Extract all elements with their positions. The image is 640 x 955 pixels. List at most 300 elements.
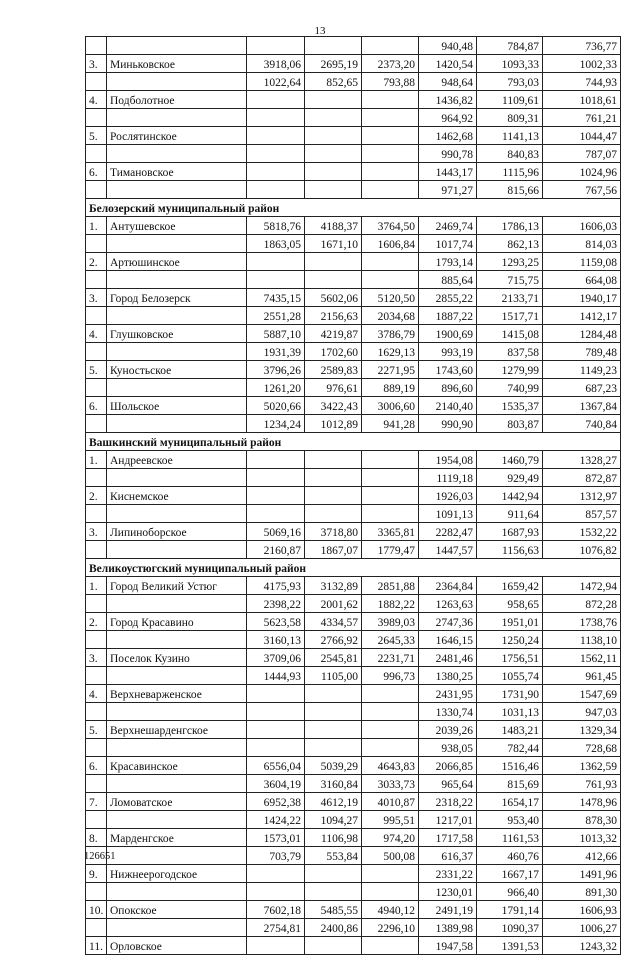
value-cell: 1786,13	[477, 217, 543, 235]
value-cell: 958,65	[477, 595, 543, 613]
value-cell	[247, 937, 305, 955]
value-cell	[362, 703, 419, 721]
value-cell: 1629,13	[362, 343, 419, 361]
value-cell: 5039,29	[305, 757, 362, 775]
row-number: 3.	[86, 523, 107, 541]
value-cell: 1279,99	[477, 361, 543, 379]
value-cell: 2851,88	[362, 577, 419, 595]
value-cell	[362, 865, 419, 883]
value-cell	[247, 865, 305, 883]
value-cell: 1022,64	[247, 73, 305, 91]
value-cell: 966,40	[477, 883, 543, 901]
value-cell: 1012,89	[305, 415, 362, 433]
value-cell: 728,68	[543, 739, 621, 757]
table-row	[86, 631, 621, 649]
value-cell: 6556,04	[247, 757, 305, 775]
value-cell: 2160,87	[247, 541, 305, 559]
settlement-name: Город Белозерск	[107, 289, 247, 307]
value-cell	[305, 181, 362, 199]
row-number: 7.	[86, 793, 107, 811]
table-row	[86, 793, 621, 811]
value-cell: 1149,23	[543, 361, 621, 379]
value-cell: 1330,74	[419, 703, 477, 721]
row-number: 10.	[86, 901, 107, 919]
table-row	[86, 811, 621, 829]
value-cell: 553,84	[305, 847, 362, 865]
value-cell	[305, 469, 362, 487]
row-number: 9.	[86, 865, 107, 883]
settlement-name: Киснемское	[107, 487, 247, 505]
value-cell: 1954,08	[419, 451, 477, 469]
value-cell: 1659,42	[477, 577, 543, 595]
value-cell: 787,07	[543, 145, 621, 163]
value-cell: 3786,79	[362, 325, 419, 343]
settlement-name	[107, 667, 247, 685]
document-code: 126651	[84, 851, 116, 862]
settlement-name: Город Красавино	[107, 613, 247, 631]
settlement-name	[107, 235, 247, 253]
value-cell: 815,66	[477, 181, 543, 199]
value-cell: 878,30	[543, 811, 621, 829]
value-cell: 2545,81	[305, 649, 362, 667]
value-cell: 1731,90	[477, 685, 543, 703]
value-cell: 815,69	[477, 775, 543, 793]
value-cell: 974,20	[362, 829, 419, 847]
value-cell	[305, 865, 362, 883]
row-number	[86, 595, 107, 613]
value-cell	[247, 451, 305, 469]
table-row	[86, 901, 621, 919]
value-cell: 2481,46	[419, 649, 477, 667]
value-cell	[362, 487, 419, 505]
row-number: 1.	[86, 217, 107, 235]
value-cell: 2695,19	[305, 55, 362, 73]
value-cell	[362, 739, 419, 757]
table-row	[86, 667, 621, 685]
value-cell: 1367,84	[543, 397, 621, 415]
value-cell: 1738,76	[543, 613, 621, 631]
settlement-name: Артюшинское	[107, 253, 247, 271]
district-header-row	[86, 559, 621, 577]
table-row	[86, 415, 621, 433]
value-cell: 5602,06	[305, 289, 362, 307]
row-number: 3.	[86, 55, 107, 73]
settlement-name	[107, 343, 247, 361]
table-row	[86, 613, 621, 631]
value-cell: 1867,07	[305, 541, 362, 559]
value-cell: 2431,95	[419, 685, 477, 703]
value-cell: 3989,03	[362, 613, 419, 631]
value-cell: 1389,98	[419, 919, 477, 937]
value-cell: 1606,03	[543, 217, 621, 235]
value-cell: 4175,93	[247, 577, 305, 595]
value-cell	[247, 163, 305, 181]
table-row	[86, 757, 621, 775]
value-cell: 814,03	[543, 235, 621, 253]
value-cell: 784,87	[477, 37, 543, 55]
row-number: 6.	[86, 163, 107, 181]
settlement-name	[107, 145, 247, 163]
value-cell: 1018,61	[543, 91, 621, 109]
value-cell: 1436,82	[419, 91, 477, 109]
value-cell: 2747,36	[419, 613, 477, 631]
value-cell: 3160,84	[305, 775, 362, 793]
value-cell	[247, 91, 305, 109]
value-cell	[247, 739, 305, 757]
table-row	[86, 937, 621, 955]
value-cell	[305, 937, 362, 955]
row-number	[86, 235, 107, 253]
value-cell: 1460,79	[477, 451, 543, 469]
value-cell: 664,08	[543, 271, 621, 289]
value-cell	[305, 271, 362, 289]
settlement-name: Подболотное	[107, 91, 247, 109]
settlement-name: Ломоватское	[107, 793, 247, 811]
value-cell: 2039,26	[419, 721, 477, 739]
value-cell	[305, 91, 362, 109]
value-cell: 1442,94	[477, 487, 543, 505]
row-number	[86, 811, 107, 829]
settlement-name	[107, 775, 247, 793]
value-cell	[362, 721, 419, 739]
settlement-name	[107, 307, 247, 325]
settlement-name: Глушковское	[107, 325, 247, 343]
value-cell: 4940,12	[362, 901, 419, 919]
settlement-name	[107, 739, 247, 757]
row-number	[86, 73, 107, 91]
table-row	[86, 865, 621, 883]
row-number	[86, 307, 107, 325]
value-cell: 990,78	[419, 145, 477, 163]
value-cell: 3365,81	[362, 523, 419, 541]
value-cell: 885,64	[419, 271, 477, 289]
value-cell: 1138,10	[543, 631, 621, 649]
value-cell: 1667,17	[477, 865, 543, 883]
value-cell: 809,31	[477, 109, 543, 127]
value-cell: 715,75	[477, 271, 543, 289]
value-cell: 5623,58	[247, 613, 305, 631]
table-row	[86, 523, 621, 541]
value-cell: 1702,60	[305, 343, 362, 361]
value-cell: 1535,37	[477, 397, 543, 415]
value-cell	[362, 937, 419, 955]
value-cell: 2156,63	[305, 307, 362, 325]
value-cell: 1926,03	[419, 487, 477, 505]
value-cell: 990,90	[419, 415, 477, 433]
value-cell: 5020,66	[247, 397, 305, 415]
value-cell	[247, 271, 305, 289]
table-row	[86, 505, 621, 523]
value-cell: 2469,74	[419, 217, 477, 235]
settlement-name	[107, 631, 247, 649]
value-cell: 1261,20	[247, 379, 305, 397]
value-cell	[362, 883, 419, 901]
value-cell: 1863,05	[247, 235, 305, 253]
value-cell: 1447,57	[419, 541, 477, 559]
value-cell: 1119,18	[419, 469, 477, 487]
table-row	[86, 379, 621, 397]
value-cell: 1115,96	[477, 163, 543, 181]
settlement-name: Верхневарженское	[107, 685, 247, 703]
table-row	[86, 451, 621, 469]
value-cell	[305, 451, 362, 469]
settlement-name: Куностьское	[107, 361, 247, 379]
table-row	[86, 919, 621, 937]
value-cell: 1093,33	[477, 55, 543, 73]
value-cell	[247, 253, 305, 271]
settlement-name: Тимановское	[107, 163, 247, 181]
value-cell: 4612,19	[305, 793, 362, 811]
value-cell: 3160,13	[247, 631, 305, 649]
value-cell: 2398,22	[247, 595, 305, 613]
value-cell: 2645,33	[362, 631, 419, 649]
table-row	[86, 73, 621, 91]
row-number	[86, 775, 107, 793]
value-cell	[305, 127, 362, 145]
row-number	[86, 631, 107, 649]
settlement-name: Опокское	[107, 901, 247, 919]
table-body	[86, 37, 621, 955]
value-cell: 1793,14	[419, 253, 477, 271]
settlement-name: Липиноборское	[107, 523, 247, 541]
value-cell: 1109,61	[477, 91, 543, 109]
value-cell: 782,44	[477, 739, 543, 757]
row-number: 4.	[86, 325, 107, 343]
row-number	[86, 739, 107, 757]
value-cell: 2001,62	[305, 595, 362, 613]
value-cell	[362, 469, 419, 487]
value-cell: 911,64	[477, 505, 543, 523]
value-cell: 1090,37	[477, 919, 543, 937]
value-cell: 1044,47	[543, 127, 621, 145]
value-cell: 3709,06	[247, 649, 305, 667]
value-cell: 1094,27	[305, 811, 362, 829]
value-cell: 3718,80	[305, 523, 362, 541]
value-cell: 5069,16	[247, 523, 305, 541]
value-cell: 412,66	[543, 847, 621, 865]
value-cell: 2271,95	[362, 361, 419, 379]
value-cell: 3006,60	[362, 397, 419, 415]
value-cell: 1234,24	[247, 415, 305, 433]
table-row	[86, 487, 621, 505]
value-cell: 4219,87	[305, 325, 362, 343]
value-cell	[247, 37, 305, 55]
value-cell: 961,45	[543, 667, 621, 685]
value-cell: 1263,63	[419, 595, 477, 613]
row-number	[86, 271, 107, 289]
table-row	[86, 775, 621, 793]
settlement-name: Нижнеерогодское	[107, 865, 247, 883]
value-cell: 4188,37	[305, 217, 362, 235]
value-cell	[247, 109, 305, 127]
settlement-name: Верхнешарденгское	[107, 721, 247, 739]
value-cell: 1562,11	[543, 649, 621, 667]
value-cell	[247, 145, 305, 163]
value-cell	[305, 883, 362, 901]
value-cell: 891,30	[543, 883, 621, 901]
settlement-name	[107, 73, 247, 91]
settlement-name	[107, 415, 247, 433]
table-row	[86, 253, 621, 271]
value-cell: 1646,15	[419, 631, 477, 649]
value-cell: 616,37	[419, 847, 477, 865]
value-cell: 4010,87	[362, 793, 419, 811]
value-cell	[305, 505, 362, 523]
value-cell: 1017,74	[419, 235, 477, 253]
row-number	[86, 181, 107, 199]
value-cell	[247, 721, 305, 739]
value-cell: 761,93	[543, 775, 621, 793]
value-cell	[247, 127, 305, 145]
value-cell: 1329,34	[543, 721, 621, 739]
table-row	[86, 739, 621, 757]
value-cell: 1328,27	[543, 451, 621, 469]
settlement-name: Орловское	[107, 937, 247, 955]
value-cell	[247, 685, 305, 703]
settlement-name	[107, 271, 247, 289]
value-cell: 1882,22	[362, 595, 419, 613]
value-cell: 2400,86	[305, 919, 362, 937]
value-cell	[362, 109, 419, 127]
value-cell	[305, 37, 362, 55]
value-cell: 1006,27	[543, 919, 621, 937]
row-number: 2.	[86, 613, 107, 631]
table-row	[86, 271, 621, 289]
value-cell: 2140,40	[419, 397, 477, 415]
settlement-name	[107, 703, 247, 721]
value-cell: 941,28	[362, 415, 419, 433]
settlement-name	[107, 541, 247, 559]
value-cell: 2491,19	[419, 901, 477, 919]
value-cell: 1483,21	[477, 721, 543, 739]
table-row	[86, 397, 621, 415]
value-cell: 940,48	[419, 37, 477, 55]
row-number	[86, 469, 107, 487]
row-number	[86, 505, 107, 523]
value-cell: 460,76	[477, 847, 543, 865]
row-number: 5.	[86, 721, 107, 739]
value-cell	[362, 91, 419, 109]
value-cell: 872,28	[543, 595, 621, 613]
value-cell: 5120,50	[362, 289, 419, 307]
value-cell: 3918,06	[247, 55, 305, 73]
value-cell: 7435,15	[247, 289, 305, 307]
value-cell: 971,27	[419, 181, 477, 199]
settlement-name	[107, 181, 247, 199]
row-number	[86, 109, 107, 127]
value-cell	[362, 253, 419, 271]
value-cell: 1756,51	[477, 649, 543, 667]
value-cell: 1517,71	[477, 307, 543, 325]
table-row	[86, 721, 621, 739]
row-number	[86, 37, 107, 55]
settlement-name: Андреевское	[107, 451, 247, 469]
value-cell: 6952,38	[247, 793, 305, 811]
value-cell: 964,92	[419, 109, 477, 127]
table-row	[86, 37, 621, 55]
value-cell	[305, 163, 362, 181]
settlement-name	[107, 883, 247, 901]
value-cell: 2855,22	[419, 289, 477, 307]
value-cell: 1478,96	[543, 793, 621, 811]
settlement-name: Миньковское	[107, 55, 247, 73]
row-number: 6.	[86, 397, 107, 415]
district-header-row	[86, 433, 621, 451]
table-row	[86, 325, 621, 343]
value-cell: 2373,20	[362, 55, 419, 73]
value-cell	[362, 145, 419, 163]
value-cell: 1415,08	[477, 325, 543, 343]
value-cell	[247, 703, 305, 721]
value-cell: 1312,97	[543, 487, 621, 505]
value-cell: 789,48	[543, 343, 621, 361]
value-cell: 1141,13	[477, 127, 543, 145]
value-cell	[362, 127, 419, 145]
settlement-name: Красавинское	[107, 757, 247, 775]
value-cell: 1362,59	[543, 757, 621, 775]
row-number: 4.	[86, 91, 107, 109]
value-cell: 793,03	[477, 73, 543, 91]
value-cell: 1024,96	[543, 163, 621, 181]
district-title: Великоустюгский муниципальный район	[86, 559, 621, 577]
value-cell: 767,56	[543, 181, 621, 199]
table-row	[86, 127, 621, 145]
value-cell: 5485,55	[305, 901, 362, 919]
settlement-name	[107, 919, 247, 937]
value-cell: 2551,28	[247, 307, 305, 325]
table-row	[86, 181, 621, 199]
value-cell: 803,87	[477, 415, 543, 433]
value-cell: 5887,10	[247, 325, 305, 343]
value-cell: 965,64	[419, 775, 477, 793]
row-number	[86, 919, 107, 937]
value-cell: 993,19	[419, 343, 477, 361]
table-row	[86, 361, 621, 379]
row-number	[86, 541, 107, 559]
row-number: 11.	[86, 937, 107, 955]
value-cell: 1243,32	[543, 937, 621, 955]
table-row	[86, 289, 621, 307]
value-cell: 2066,85	[419, 757, 477, 775]
value-cell	[247, 469, 305, 487]
district-title: Вашкинский муниципальный район	[86, 433, 621, 451]
value-cell: 740,99	[477, 379, 543, 397]
value-cell: 1931,39	[247, 343, 305, 361]
row-number: 8.	[86, 829, 107, 847]
value-cell: 1284,48	[543, 325, 621, 343]
table-row	[86, 469, 621, 487]
value-cell: 1606,93	[543, 901, 621, 919]
value-cell: 2231,71	[362, 649, 419, 667]
settlement-name	[107, 37, 247, 55]
value-cell: 1606,84	[362, 235, 419, 253]
value-cell: 2589,83	[305, 361, 362, 379]
row-number: 6.	[86, 757, 107, 775]
value-cell: 1055,74	[477, 667, 543, 685]
value-cell: 7602,18	[247, 901, 305, 919]
table-row	[86, 577, 621, 595]
table-row	[86, 703, 621, 721]
value-cell: 1791,14	[477, 901, 543, 919]
row-number: 2.	[86, 253, 107, 271]
value-cell: 1532,22	[543, 523, 621, 541]
value-cell: 3764,50	[362, 217, 419, 235]
value-cell: 4334,57	[305, 613, 362, 631]
value-cell: 3132,89	[305, 577, 362, 595]
value-cell: 761,21	[543, 109, 621, 127]
table-row	[86, 307, 621, 325]
district-title: Белозерский муниципальный район	[86, 199, 621, 217]
